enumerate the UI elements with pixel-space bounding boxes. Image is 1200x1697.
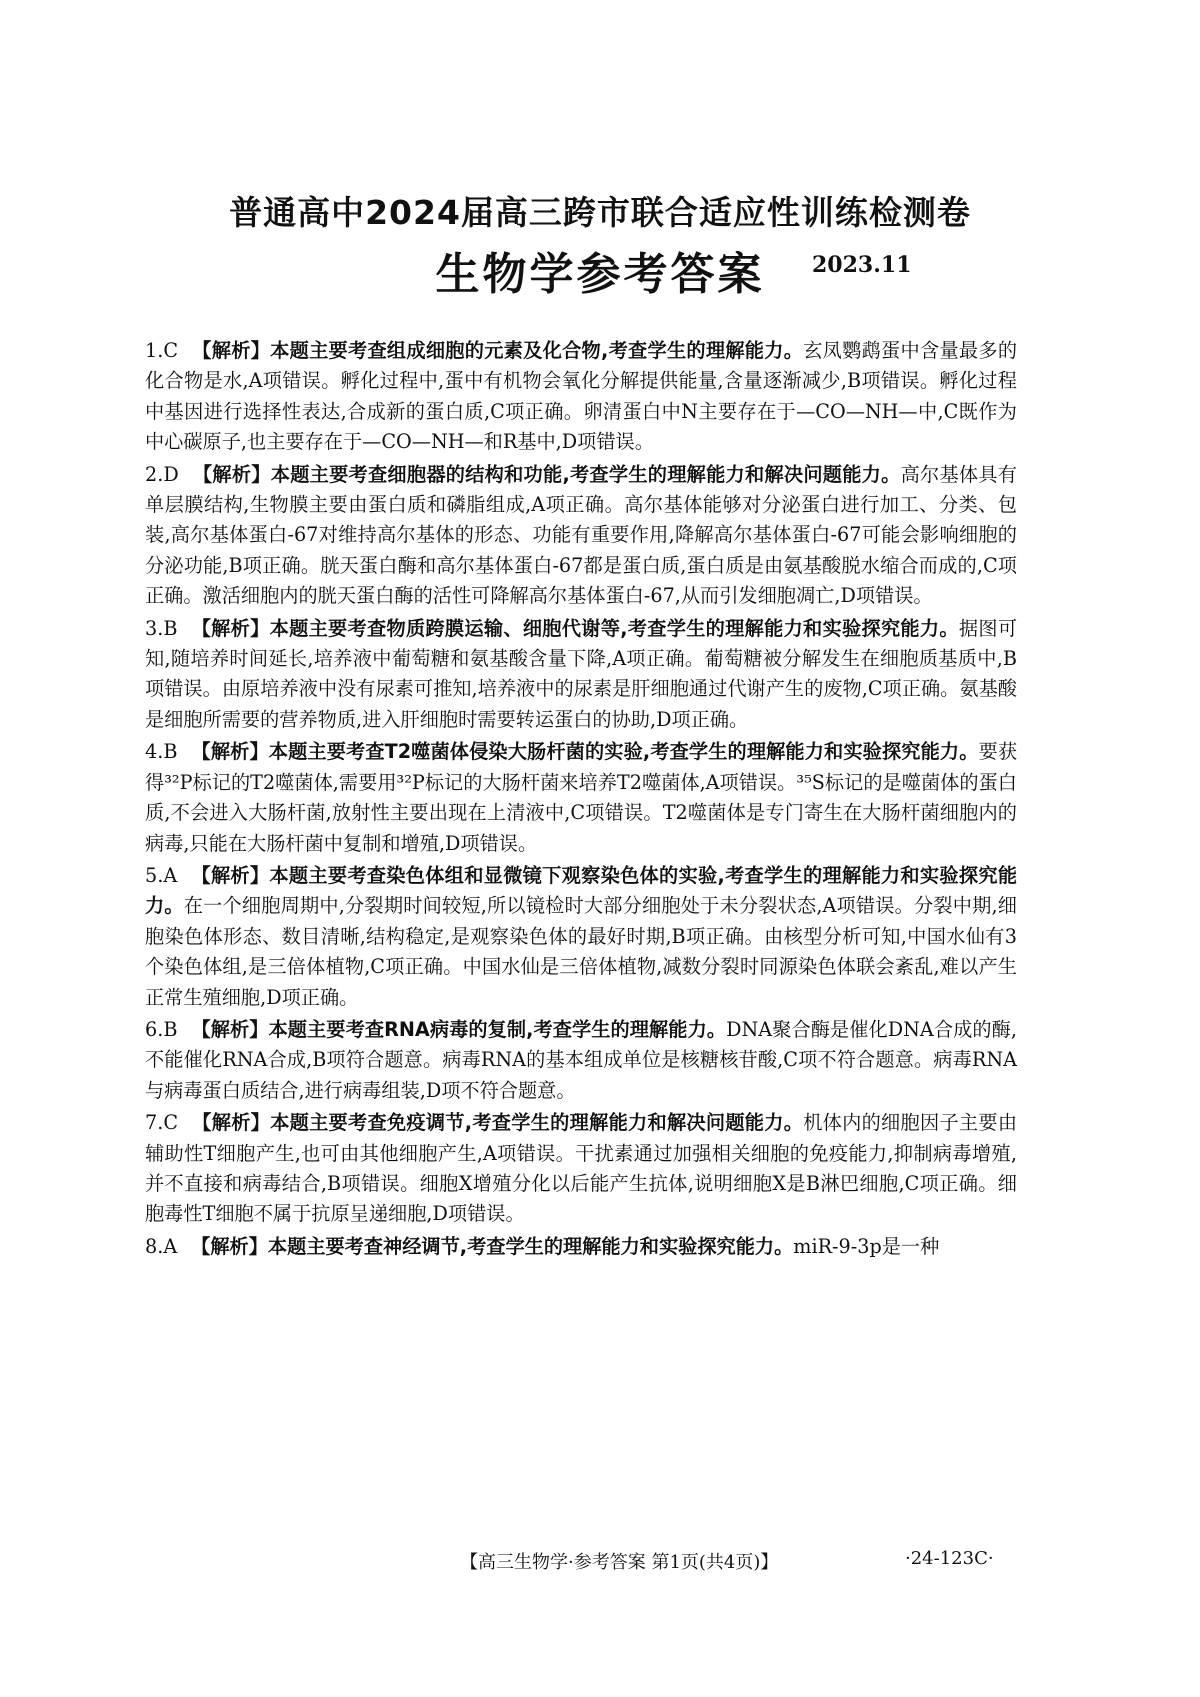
exam-date: 2023.11	[812, 252, 912, 278]
analysis-tag: 【解析】	[192, 462, 271, 486]
item-lead: 本题主要考查染色体组和显微镜下观察染色体的实验,考查学生的理解能力和实验探究能力。	[145, 863, 1018, 918]
item-body: 机体内的细胞因子主要由辅助性T细胞产生,也可由其他细胞产生,A项错误。干扰素通过加强相关细胞的免疫能力,抑制病毒增殖,并不直接和病毒结合,B项错误。细胞X增殖分化以后能产生抗体,说明细胞X是B淋巴细胞,C项正确。细胞毒性T细胞不属于抗原呈递细胞,D项错误。	[145, 1111, 1018, 1226]
analysis-tag: 【解析】	[191, 863, 270, 887]
answer-list	[145, 336, 1017, 1264]
item-body: 在一个细胞周期中,分裂期时间较短,所以镜检时大部分细胞处于未分裂状态,A项错误。分裂中期,细胞染色体形态、数目清晰,结构稳定,是观察染色体的最好时期,B项正确。由核型分析可知,中国水仙有3个染色体组,是三倍体植物,C项正确。中国水仙是三倍体植物,减数分裂时同源染色体联会紊乱,难以产生正常生殖细胞,D项正确。	[145, 894, 1017, 1009]
item-body: 要获得³²P标记的T2噬菌体,需要用³²P标记的大肠杆菌来培养T2噬菌体,A项错误。³⁵S标记的是噬菌体的蛋白质,不会进入大肠杆菌,放射性主要出现在上清液中,C项错误。T2噬菌体是专门寄生在大肠杆菌细胞内的病毒,只能在大肠杆菌中复制和增殖,D项错误。	[145, 740, 1018, 855]
answer-item-7	[145, 1108, 1017, 1230]
analysis-tag: 【解析】	[192, 339, 271, 362]
item-answer: A	[163, 863, 178, 887]
answer-item-5	[145, 861, 1017, 1013]
answer-item-1	[145, 336, 1017, 458]
answer-item-6	[145, 1015, 1017, 1106]
item-number: 6.	[145, 1017, 164, 1041]
item-number: 3.	[145, 616, 164, 640]
item-answer: D	[163, 462, 179, 486]
analysis-tag: 【解析】	[191, 1234, 268, 1258]
item-body: 高尔基体具有单层膜结构,生物膜主要由蛋白质和磷脂组成,A项正确。高尔基体能够对分泌蛋白进行加工、分类、包装,高尔基体蛋白-67对维持高尔基体的形态、功能有重要作用,降解高尔基体蛋白-67可能会影响细胞的分泌功能,B项正确。胱天蛋白酶和高尔基体蛋白-67都是蛋白质,蛋白质是由氨基酸脱水缩合而成的,C项正确。激活细胞内的胱天蛋白酶的活性可降解高尔基体蛋白-67,从而引发细胞凋亡,D项错误。	[145, 462, 1017, 608]
analysis-tag: 【解析】	[192, 1111, 271, 1135]
item-lead: 本题主要考查RNA病毒的复制,考查学生的理解能力。	[268, 1017, 727, 1041]
item-lead: 本题主要考查物质跨膜运输、细胞代谢等,考查学生的理解能力和实验探究能力。	[269, 616, 959, 640]
analysis-tag: 【解析】	[191, 740, 269, 764]
item-number: 5.	[145, 863, 164, 887]
answer-item-8	[145, 1232, 1017, 1262]
item-answer: C	[163, 339, 178, 362]
item-number: 4.	[145, 740, 164, 764]
item-body: DNA聚合酶是催化DNA合成的酶,不能催化RNA合成,B项符合题意。病毒RNA的基本组成单位是核糖核苷酸,C项不符合题意。病毒RNA与病毒蛋白质结合,进行病毒组装,D项不符合题意。	[145, 1017, 1017, 1102]
answer-item-3	[145, 614, 1017, 736]
item-body: miR-9-3p是一种	[793, 1234, 940, 1258]
item-body: 据图可知,随培养时间延长,培养液中葡萄糖和氨基酸含量下降,A项正确。葡萄糖被分解发生在细胞质基质中,B项错误。由原培养液中没有尿素可推知,培养液中的尿素是肝细胞通过代谢产生的废物,C项正确。氨基酸是细胞所需要的营养物质,进入肝细胞时需要转运蛋白的协助,D项正确。	[145, 616, 1018, 731]
item-number: 8.	[145, 1234, 164, 1258]
answer-item-2	[145, 460, 1017, 612]
item-number: 7.	[145, 1111, 164, 1135]
footer-code: ·24-123C·	[905, 1548, 994, 1569]
item-answer: B	[163, 616, 178, 640]
item-lead: 本题主要考查细胞器的结构和功能,考查学生的理解能力和解决问题能力。	[270, 462, 901, 486]
item-answer: C	[163, 1111, 178, 1135]
subtitle-row	[0, 238, 1200, 302]
footer-page-info: 【高三生物学·参考答案 第1页(共4页)】	[460, 1552, 779, 1573]
exam-title: 普通高中2024届高三跨市联合适应性训练检测卷	[229, 193, 971, 232]
item-lead: 本题主要考查T2噬菌体侵染大肠杆菌的实验,考查学生的理解能力和实验探究能力。	[268, 740, 979, 764]
answer-item-4	[145, 737, 1017, 859]
item-answer: B	[163, 740, 178, 764]
item-number: 2.	[145, 462, 164, 486]
page-subtitle: 生物学参考答案	[435, 249, 765, 300]
item-lead: 本题主要考查神经调节,考查学生的理解能力和实验探究能力。	[267, 1234, 794, 1258]
item-body: 玄凤鹦鹉蛋中含量最多的化合物是水,A项错误。孵化过程中,蛋中有机物会氧化分解提供能量,含量逐渐减少,B项错误。孵化过程中基因进行选择性表达,合成新的蛋白质,C项正确。卵清蛋白中N主要存在于—CO—NH—中,C既作为中心碳原子,也主要存在于—CO—NH—和R基中,D项错误。	[145, 339, 1018, 454]
item-lead: 本题主要考查免疫调节,考查学生的理解能力和解决问题能力。	[270, 1111, 804, 1135]
item-lead: 本题主要考查组成细胞的元素及化合物,考查学生的理解能力。	[270, 339, 804, 362]
item-number: 1.	[145, 339, 164, 362]
item-answer: A	[163, 1234, 178, 1258]
analysis-tag: 【解析】	[191, 1017, 269, 1041]
item-answer: B	[163, 1017, 178, 1041]
analysis-tag: 【解析】	[191, 616, 270, 640]
